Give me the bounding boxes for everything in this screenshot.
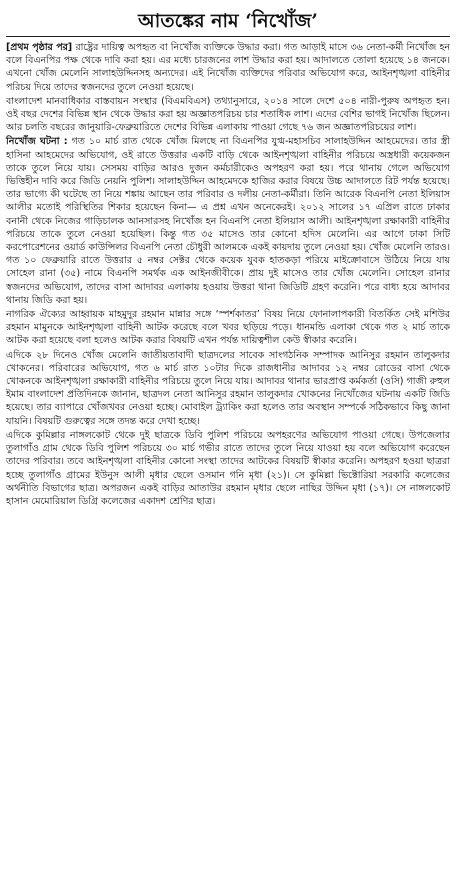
section-subhead: নিখোঁজ ঘটনা : bbox=[6, 136, 68, 148]
paragraph-comilla: এদিকে কুমিল্লার নাঙ্গলকোট থেকে দুই ছাত্রকে ডিবি পুলিশ পরিচয়ে অপহরণের অভিযোগ পাওয়া গেছে। উপজেলার তুলাগাঁও গ্রাম থেকে ডিবি পুলিশ পরিচয়ে ৩০ মার্চ গভীর রাতে তাদের তুলে নিয়ে যাওয়া হয় বলে অভিযোগ করেছেন তাদের পরিবার। তবে আইনশৃঙ্খলা বাহিনীর কোনো সংস্থা তাদের আটকের বিষয়টি স্বীকার করেনি। অপহরণ হওয়া ছাত্ররা হচ্ছে তুলাগাঁও গ্রামের ইউনুস আলী মৃধার ছেলে ওসমান গনি মৃধা (২১)। সে কুমিল্লা ভিক্টোরিয়া সরকারি কলেজের অর্থনীতি বিভাগের ছাত্র। অপরজন একই বাড়ির আতাউর রহমান মৃধার ছেলে নাছির উদ্দিন মৃধা (১৭)। সে নাঙ্গলকোট হাসান মেমোরিয়াল ডিগ্রি কলেজের একাদশ শ্রেণির ছাত্র। bbox=[6, 429, 450, 507]
article-body bbox=[6, 41, 450, 508]
lead-text: রাষ্ট্রের দায়িত্ব অপহৃত বা নিখোঁজ ব্যক্তিকে উদ্ধার করা। গত আড়াই মাসে ৩৬ নেতা-কর্মী নিখোঁজ হন বলে বিএনপির পক্ষ থেকে দাবি করা হয়। এর মধ্যে চারজনের লাশ উদ্ধার করা হয়। আদালতে তোলা হয়েছে ১৪ জনকে। এখনো খোঁজ মেলেনি সালাহউদ্দিনসহ অন্যদের। এই নিখোঁজ ব্যক্তিদের পরিবার অভিযোগ করে, আইনশৃঙ্খলা বাহিনীর পরিচয় দিয়ে তাদের স্বজনদের তুলে নেওয়া হয়েছে। bbox=[6, 42, 451, 93]
article-headline: আতঙ্কের নাম ‘নিখোঁজ’ bbox=[6, 8, 450, 37]
paragraph-incidents-text: গত ১০ মার্চ রাত থেকে খোঁজ মিলছে না বিএনপির যুগ্ম-মহাসচিব সালাহউদ্দিন আহমেদের। তার স্ত্রী হাসিনা আহমেদের অভিযোগ, ওই রাতে উত্তরার একটি বাড়ি থেকে আইনশৃঙ্খলা বাহিনীর পরিচয়ে অস্ত্রধারী কয়েকজন তাকে তুলে নিয়ে যায়। সেসময় বাড়ির আরও দুজন কর্মচারীকেও অপহরণ করা হয়। পরে থানায় গেলে অভিযোগ ভিত্তিহীন দাবি করে জিডি নেয়নি পুলিশ। সালাহউদ্দিন আহমেদকে হাজির করার বিষয়ে উচ্চ আদালতে রিট পর্যন্ত হয়েছে। তার ভাগ্যে কী ঘটেছে তা নিয়ে শঙ্কায় আছেন তার পরিবার ও দলীয় নেতা-কর্মীরা। তিনি আরেক বিএনপি নেতা ইলিয়াস আলীর মতোই পরিস্থিতির শিকার হয়েছেন কিনা— এ প্রশ্ন এখন অনেকেরই। ২০১২ সালের ১৭ এপ্রিল রাতে ঢাকার বনানী থেকে নিজের গাড়িচালক আনসারসহ নিখোঁজ হন বিএনপি নেতা ইলিয়াস আলী। আইনশৃঙ্খলা রক্ষাকারী বাহিনীর পরিচয়ে তাকে তুলে নেওয়া হয়েছিল। কিন্তু গত ৩৫ মাসেও তার কোনো হদিস মেলেনি। এর আগে ঢাকা সিটি করপোরেশনের ওয়ার্ড কাউন্সিলর বিএনপি নেতা চৌধুরী আলমকে একই কায়দায় তুলে নেওয়া হয়। খোঁজ মেলেনি তারও। গত ১০ ফেব্রুয়ারি রাতে উত্তরার ৫ নম্বর সেক্টর থেকে কয়েক যুবক হাতকড়া পরিয়ে মাইক্রোবাসে উঠিয়ে নিয়ে যায় সোহেল রানা (৩৫) নামে বিএনপি সমর্থক এক আইনজীবীকে। প্রায় দুই মাসেও তার খোঁজ মেলেনি। সোহেল রানার স্বজনদের অভিযোগ, তাদের বাসা আদাবর এলাকায় হওয়ায় উত্তরা থানা জিডিটি গ্রহণ করেনি। পরে বাধ্য হয়ে আদাবর থানায় জিডি করা হয়। bbox=[6, 136, 450, 306]
paragraph-mamun: নাগরিক ঐক্যের আহ্বায়ক মাহমুদুর রহমান মান্নার সঙ্গে ‘স্পর্শকাতর’ বিষয় নিয়ে ফোনালাপকারী বিতর্কিত সেই মশিউর রহমান মামুনকে আইনশৃঙ্খলা বাহিনী আটক করেছে বলে খবর ছড়িয়ে পড়ে। ধানমন্ডি এলাকা থেকে গত ২ মার্চ তাকে আটক করা হয়েছে বলা হলেও আটক করার বিষয়টি এখন পর্যন্ত দায়িত্বশীল কেউ স্বীকার করেনি। bbox=[6, 309, 450, 347]
paragraph-statistics: বাংলাদেশ মানবাধিকার বাস্তবায়ন সংস্থার (বিএমবিএস) তথ্যানুসারে, ২০১৪ সালে দেশে ৫০৪ নারী-পুরুষ অপহৃত হন। ওই বছর দেশের বিভিন্ন স্থান থেকে উদ্ধার করা হয় অজ্ঞাতপরিচয় চার শতাধিক লাশ। এদের বেশির ভাগই নিখোঁজ ছিলেন। আর চলতি বছরের জানুয়ারি-ফেব্রুয়ারিতে দেশের বিভিন্ন এলাকায় পাওয়া গেছে ৭৬ জন অজ্ঞাতপরিচয়ের লাশ। bbox=[6, 95, 450, 134]
continued-from-tag: [প্রথম পৃষ্ঠার পর] bbox=[6, 42, 73, 53]
paragraph-khokon: এদিকে ২৮ দিনেও খোঁজ মেলেনি জাতীয়তাবাদী ছাত্রদলের সাবেক সাংগঠনিক সম্পাদক আনিসুর রহমান তালুকদার খোকনের। পরিবারের অভিযোগ, গত ৬ মার্চ রাত ১০টার দিকে রাজধানীর আদাবর ১২ নম্বর রোডের বাসা থেকে খোকনকে আইনশৃঙ্খলা রক্ষাকারী বাহিনীর পরিচয়ে তুলে নিয়ে যায়। আদাবর থানার ভারপ্রাপ্ত কর্মকর্তা (ওসি) গাজী রুহুল ইমাম বাংলাদেশ প্রতিদিনকে জানান, ছাত্রদল নেতা আনিসুর রহমান তালুকদার খোকনের নিখোঁজের ঘটনায় একটি জিডি হয়েছে। তার ব্যাপারে খোঁজখবর নেওয়া হচ্ছে। মোবাইল ট্র্যাকিং করা হলেও তার অবস্থান সম্পর্কে সঠিকভাবে কিছু জানা যায়নি। বিষয়টি গুরুত্বের সঙ্গে তদন্ত করে দেখা হচ্ছে। bbox=[6, 349, 450, 427]
paragraph-incidents bbox=[6, 135, 450, 307]
lead-paragraph bbox=[6, 41, 450, 94]
